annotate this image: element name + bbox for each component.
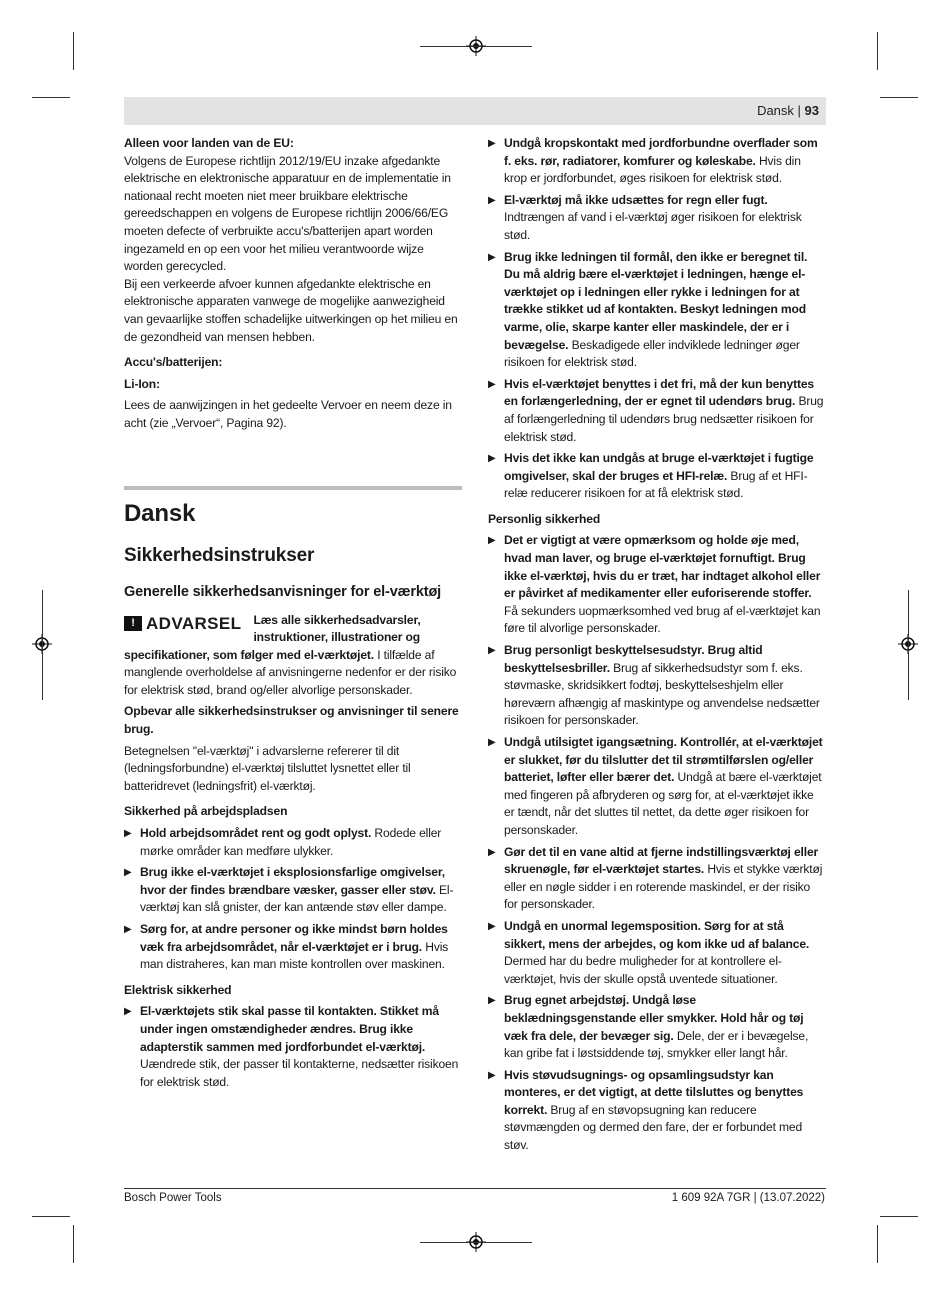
list-item <box>488 249 826 372</box>
list-item <box>488 1067 826 1155</box>
header-section: Dansk <box>757 103 794 118</box>
list-item <box>488 734 826 840</box>
bullet-arrow-icon: ▶ <box>488 453 496 465</box>
list-item-text: Få sekunders uopmærksomhed ved brug af el-værktøjet kan føre til alvorlige personskader. <box>504 603 821 636</box>
list-item-bold: Brug personligt beskyttelsesudstyr. Brug altid beskyttelsesbriller. <box>504 643 763 675</box>
list-item-bold: Brug egnet arbejdstøj. Undgå løse beklædningsgenstande eller smykker. Hold hår og tøj væk fra dele, der bevæger sig. <box>504 993 804 1043</box>
warning-block <box>124 612 462 700</box>
bullet-arrow-icon: ▶ <box>488 846 496 858</box>
list-item <box>488 844 826 914</box>
bullet-arrow-icon: ▶ <box>488 645 496 657</box>
page-header: Dansk | 93 <box>757 103 819 118</box>
list-item <box>488 992 826 1062</box>
list-item <box>488 450 826 503</box>
bullet-arrow-icon: ▶ <box>488 737 496 748</box>
list-item-bold: Undgå kropskontakt med jordforbundne overflader som f. eks. rør, radiatorer, komfurer og køleskabe. <box>504 136 818 168</box>
bullet-arrow-icon: ▶ <box>124 867 132 879</box>
bullet-arrow-icon: ▶ <box>488 535 496 547</box>
list-item-text: Hvis din krop er jordforbundet, øges risikoen for elektrisk stød. <box>504 153 801 186</box>
left-column <box>124 135 462 1091</box>
list-item-bold: Hold arbejdsområdet rent og godt oplyst. <box>140 826 372 841</box>
list-item-text: Hvis et stykke værktøj eller en nøgle sidder i en roterende maskindel, er der risiko for personskader. <box>504 862 823 912</box>
list-item <box>488 192 826 245</box>
list-item-text: Indtrængen af vand i el-værktøj øger risikoen for elektrisk stød. <box>504 210 802 242</box>
bullet-arrow-icon: ▶ <box>124 1006 132 1018</box>
right-column <box>488 135 826 1155</box>
list-item-text: El-værktøj kan slå gnister, der kan antænde støv eller dampe. <box>140 882 454 915</box>
list-item <box>488 918 826 988</box>
footer-brand: Bosch Power Tools <box>124 1192 222 1204</box>
page-number: 93 <box>804 103 819 118</box>
crop-mark <box>877 1225 878 1263</box>
personal-heading: Personlig sikkerhed <box>488 511 601 526</box>
list-item <box>124 1003 462 1091</box>
list-item-text: Brug af en støvopsugning kan reducere støvmængden og dermed den fare, der er forbundet med støv. <box>504 1102 803 1153</box>
crop-mark <box>32 97 70 98</box>
bullet-arrow-icon: ▶ <box>124 924 132 935</box>
list-item-bold: Det er vigtigt at være opmærksom og holde øje med, hvad man laver, og bruge el-værktøjet fornuftigt. Brug ikke el-værktøj, hvis du er træt, har indtaget alkohol eller er påvirket af medikamenter eller euforiserende stoffer. <box>504 533 821 601</box>
liion-heading: Li-Ion: <box>124 376 160 391</box>
list-item <box>488 135 826 188</box>
warning-badge <box>124 615 241 633</box>
crop-mark <box>42 590 43 700</box>
batteries-heading: Accu's/batterijen: <box>124 355 223 370</box>
eu-paragraph: Volgens de Europese richtlijn 2012/19/EU inzake afgedankte elektrische en elektronische apparatuur en de implementatie in nationaal recht moeten niet meer bruikbare elektrische gereedschappen en volgens de Europese richtlijn 2006/66/EG moeten defecte of verbruikte accu's/batterijen apart worden ingezameld en op een voor het milieu verantwoorde wijze worden gerecycled. <box>124 153 451 274</box>
safety-title: Sikkerhedsinstrukser <box>124 544 315 566</box>
crop-mark <box>877 32 878 70</box>
liion-paragraph: Lees de aanwijzingen in het gedeelte Vervoer en neem deze in acht (zie „Vervoer“, Pagina 92). <box>124 398 452 430</box>
list-item-text: Dele, der er i bevægelse, kan gribe fat i løstsiddende tøj, smykker eller langt hår. <box>504 1028 809 1061</box>
eu-heading: Alleen voor landen van de EU: <box>124 136 294 150</box>
list-item-text: Rodede eller mørke områder kan medføre ulykker. <box>140 826 442 858</box>
page-header-bar <box>124 97 826 125</box>
list-item-bold: Hvis det ikke kan undgås at bruge el-værktøjet i fugtige omgivelser, skal der bruges et HFI-relæ. <box>504 451 814 483</box>
list-item-bold: Brug ikke ledningen til formål, den ikke er beregnet til. Du må aldrig bære el-værktøjet i ledningen, hænge el-værktøjet op i ledningen eller rykke i ledningen for at trække stikket ud af kontakten. Beskyt ledningen mod varme, olie, skarpe kanter eller maskindele, der er i bevægelse. <box>504 249 808 352</box>
list-item-bold: Hvis støvudsugnings- og opsamlingsudstyr kan monteres, er det vigtigt, at dette tilsluttes og benyttes korrekt. <box>504 1067 804 1117</box>
crop-mark <box>420 46 532 47</box>
eu-paragraph: Bij een verkeerde afvoer kunnen afgedankte elektrische en elektronische apparaten vanwege de mogelijke aanwezigheid van gevaarlijke stoffen schadelijke uitwerkingen op het milieu en de gezondheid van mensen hebben. <box>124 276 458 344</box>
list-item-bold: El-værktøjets stik skal passe til kontakten. Stikket må under ingen omstændigheder ændres. Brug ikke adapterstik sammen med jordforbundet el-værktøj. <box>140 1004 439 1054</box>
list-item-bold: Undgå en unormal legemsposition. Sørg for at stå sikkert, mens der arbejdes, og kom ikke ud af balance. <box>504 918 810 951</box>
bullet-arrow-icon: ▶ <box>124 828 132 840</box>
crop-mark <box>880 97 918 98</box>
list-item-bold: Brug ikke el-værktøjet i eksplosionsfarlige omgivelser, hvor der findes brændbare væsker, gasser eller støv. <box>140 865 445 897</box>
list-item-text: Brug af forlængerledning til udendørs brug nedsætter risikoen for elektrisk stød. <box>504 394 824 444</box>
list-item-text: Hvis man distraheres, kan man miste kontrollen over maskinen. <box>140 939 449 972</box>
electrical-heading: Elektrisk sikkerhed <box>124 982 232 997</box>
warning-triangle-icon: ! <box>124 616 142 631</box>
list-item-bold: Gør det til en vane altid at fjerne indstillingsværktøj eller skruenøgle, før el-værktøjet startes. <box>504 844 819 877</box>
bullet-arrow-icon: ▶ <box>488 920 496 932</box>
bullet-arrow-icon: ▶ <box>488 378 496 390</box>
list-item-text: Uændrede stik, der passer til kontakterne, nedsætter risikoen for elektrisk stød. <box>140 1057 459 1089</box>
keep-instructions: Opbevar alle sikkerhedsinstrukser og anvisninger til senere brug. <box>124 704 459 737</box>
list-item <box>124 921 462 974</box>
list-item-text: Brug af et HFI-relæ reducerer risikoen for at få elektrisk stød. <box>504 468 808 501</box>
bullet-arrow-icon: ▶ <box>488 194 496 206</box>
crop-mark <box>908 590 909 700</box>
list-item-bold: Sørg for, at andre personer og ikke mindst børn holdes væk fra arbejdsområdet, når el-værktøjet er i brug. <box>140 922 448 954</box>
list-item-text: Dermed har du bedre muligheder for at kontrollere el-værktøjet, hvis der skulle opstå uventede situationer. <box>504 954 782 986</box>
term-paragraph: Betegnelsen "el-værktøj" i advarslerne refererer til dit (ledningsforbundne) el-værktøj tilsluttet lysnettet eller til batteridrevet (ledningsfrit) el-værktøj. <box>124 743 411 793</box>
list-item <box>488 376 826 446</box>
list-item-text: Beskadigede eller indviklede ledninger øger risikoen for elektrisk stød. <box>504 337 800 370</box>
bullet-arrow-icon: ▶ <box>488 995 496 1007</box>
crop-mark <box>73 32 74 70</box>
section-divider <box>124 486 462 490</box>
list-item-bold: Undgå utilsigtet igangsætning. Kontrollér, at el-værktøjet er slukket, før du tilslutter det til strømtilførslen og/eller batteriet, løfter eller bærer det. <box>504 735 823 785</box>
bullet-arrow-icon: ▶ <box>488 251 496 263</box>
crop-mark <box>32 1216 70 1217</box>
list-item <box>488 642 826 730</box>
list-item-text: Brug af sikkerhedsudstyr som f. eks. støvmaske, skridsikkert fodtøj, beskyttelseshjelm eller høreværn afhængig af maskintype og anvendelse nedsætter risikoen for personskader. <box>504 660 820 728</box>
list-item <box>488 532 826 638</box>
crop-mark <box>420 1242 532 1243</box>
list-item-text: Undgå at bære el-værktøjet med fingeren på afbryderen og sørg for, at el-værktøjet ikke er tændt, når det sluttes til nettet, da dette øger risikoen for personskader. <box>504 770 822 837</box>
warning-text: I tilfælde af manglende overholdelse af anvisningerne nedenfor er der risiko for elektrisk stød, brand og/eller alvorlige personskader. <box>124 647 457 697</box>
footer-doc-number: 1 609 92A 7GR | (13.07.2022) <box>671 1192 825 1204</box>
list-item-bold: Hvis el-værktøjet benyttes i det fri, må der kun benyttes en forlængerledning, der er egnet til udendørs brug. <box>504 376 815 409</box>
list-item-bold: El-værktøj må ikke udsættes for regn eller fugt. <box>504 192 768 207</box>
workplace-heading: Sikkerhed på arbejdspladsen <box>124 804 288 819</box>
list-item <box>124 864 462 917</box>
warning-bold-text: Læs alle sikkerhedsadvarsler, instruktioner, illustrationer og specifikationer, som følger med el-værktøjet. <box>124 612 421 662</box>
list-item <box>124 825 462 860</box>
general-safety-title: Generelle sikkerhedsanvisninger for el-værktøj <box>124 583 442 600</box>
bullet-arrow-icon: ▶ <box>488 1069 496 1081</box>
bullet-arrow-icon: ▶ <box>488 138 496 149</box>
footer-divider <box>124 1188 826 1189</box>
crop-mark <box>880 1216 918 1217</box>
warning-label: ADVARSEL <box>146 613 242 633</box>
language-title: Dansk <box>124 499 196 527</box>
crop-mark <box>73 1225 74 1263</box>
